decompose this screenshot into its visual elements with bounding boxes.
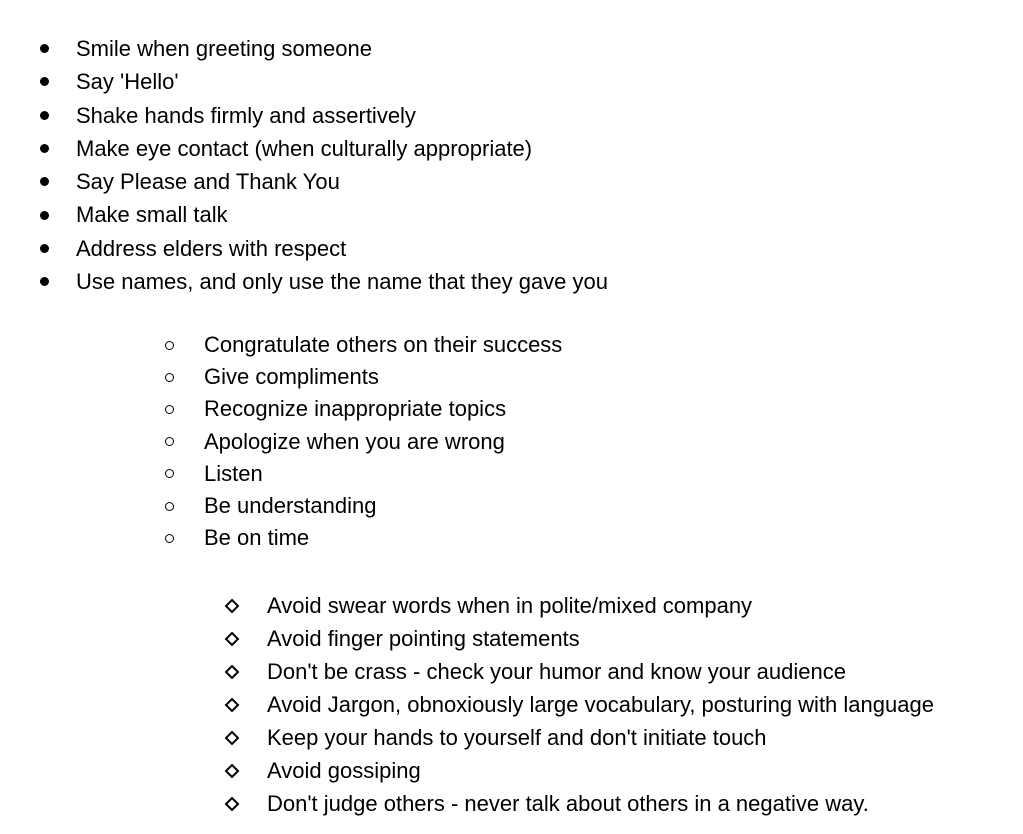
diamond-icon [224, 754, 240, 787]
diamond-icon [224, 688, 240, 721]
hollow-circle-icon [164, 522, 174, 554]
list-item-text: Be on time [204, 525, 310, 551]
bullet-icon [40, 265, 49, 298]
bullet-icon [40, 165, 49, 198]
list-item-text: Avoid finger pointing statements [267, 626, 580, 651]
bullet-icon [40, 32, 49, 65]
diamond-icon [224, 721, 240, 754]
list-item-text: Say 'Hello' [76, 69, 179, 95]
bullet-icon [40, 232, 49, 265]
list-item-text: Apologize when you are wrong [204, 428, 505, 454]
list-item-text: Be understanding [204, 492, 377, 518]
bullet-icon [40, 65, 49, 98]
list-item-text: Listen [204, 460, 263, 486]
list-item-text: Avoid gossiping [267, 758, 421, 783]
diamond-icon [224, 787, 240, 820]
list-item-text: Avoid swear words when in polite/mixed company [267, 593, 753, 618]
bullet-icon [40, 198, 49, 231]
list-item-text: Give compliments [204, 364, 379, 390]
list-item-text: Shake hands firmly and assertively [76, 102, 416, 128]
bullet-icon [40, 99, 49, 132]
list-item-text: Say Please and Thank You [76, 169, 340, 195]
diamond-icon [224, 655, 240, 688]
list-item-text: Congratulate others on their success [204, 332, 563, 357]
list-item-text: Don't judge others - never talk about others in a negative way. [267, 791, 869, 816]
list-item-text: Keep your hands to yourself and don't initiate touch [267, 725, 767, 750]
list-item-text: Make small talk [76, 202, 228, 228]
list-item-text: Don't be crass - check your humor and know your audience [267, 659, 846, 684]
list-item-text: Avoid Jargon, obnoxiously large vocabulary, posturing with language [267, 692, 934, 717]
diamond-icon [224, 589, 240, 622]
hollow-circle-icon [164, 361, 174, 393]
hollow-circle-icon [164, 458, 174, 490]
list-item-text: Smile when greeting someone [76, 36, 372, 61]
hollow-circle-icon [164, 329, 174, 361]
hollow-circle-icon [164, 393, 174, 425]
list-item-text: Use names, and only use the name that they gave you [76, 269, 608, 295]
list-item-text: Address elders with respect [76, 235, 347, 261]
list-item-text: Recognize inappropriate topics [204, 396, 507, 422]
list-item-text: Make eye contact (when culturally appropriate) [76, 135, 533, 161]
bullet-icon [40, 132, 49, 165]
hollow-circle-icon [164, 490, 174, 522]
hollow-circle-icon [164, 426, 174, 458]
diamond-icon [224, 622, 240, 655]
